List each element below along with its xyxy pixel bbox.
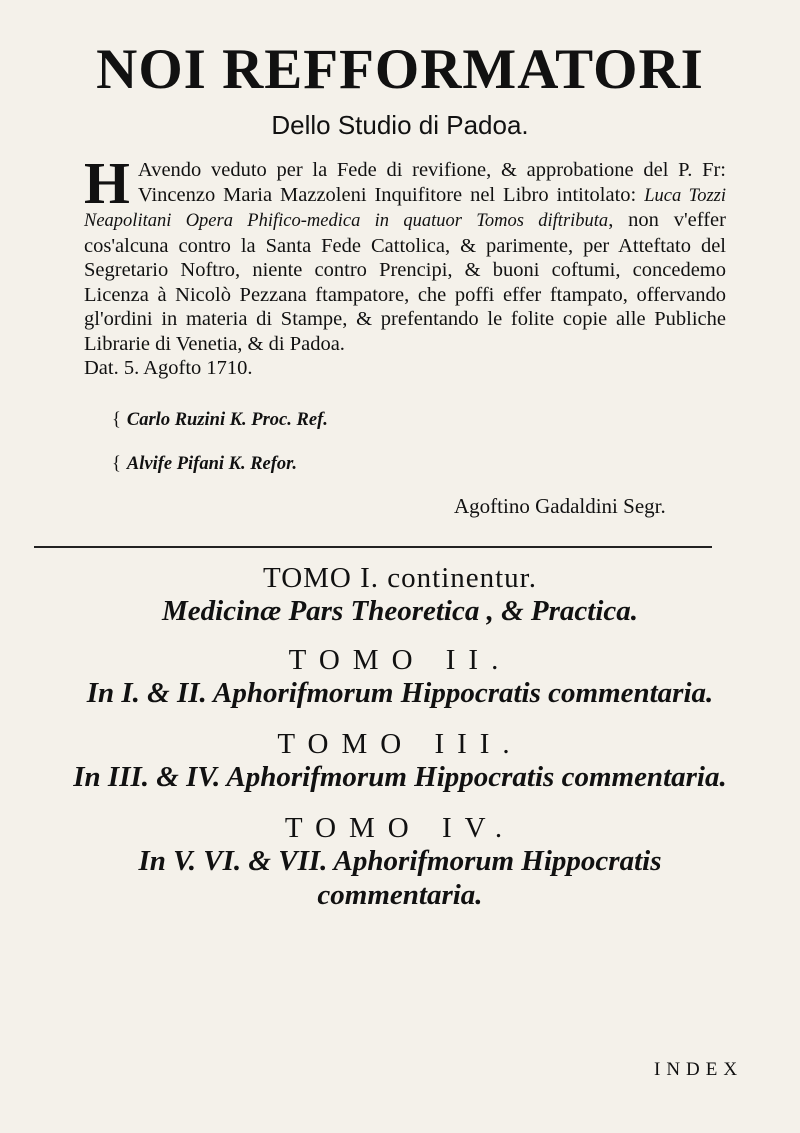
tomo-2 (0, 644, 800, 710)
tomo-label: TOMO II. (288, 644, 512, 676)
page-subtitle: Dello Studio di Padoa. (271, 110, 529, 140)
drop-cap: H (84, 150, 130, 216)
decree-text-a: Avendo veduto per la Fede di revifione, & approbatione del P. Fr: Vincenzo Maria Mazzoleni Inquifitore nel Libro intitolato: (137, 159, 726, 206)
decree-text-b: , non v'effer cos'alcuna contro la Santa Fede Cattolica, & parimente, per Atteftato del Segretario Noftro, niente contro Prencipi, & buoni coftumi, concedemo Licenza à Nicolò Pezzana ftampatore, che poffi effer ftampato, offervando gl'ordini in materia di Stampe, & prefentando le folite copie alle Publiche Librarie di Venetia, & di Padoa. (84, 209, 726, 355)
tomo-description: In III. & IV. Aphorifmorum Hippocratis commentaria. (73, 761, 727, 793)
tomo-label: TOMO III. (277, 728, 523, 760)
bracket-glyph: { (112, 410, 121, 430)
signature-row-2 (112, 452, 328, 476)
reformer-1: Carlo Ruzini K. Proc. Ref. (126, 410, 328, 430)
signature-row-1 (112, 408, 328, 432)
divider-rule (34, 546, 712, 548)
tomo-3 (0, 728, 800, 794)
decree-date: Dat. 5. Agofto 1710. (84, 357, 253, 379)
tomo-label: TOMO IV. (284, 812, 516, 844)
bracket-glyph: { (112, 454, 121, 474)
tomo-description: In I. & II. Aphorifmorum Hippocratis commentaria. (86, 677, 714, 709)
catchword: INDEX (654, 1059, 744, 1080)
tomo-description-continued: commentaria. (317, 879, 483, 911)
book-title: Luca Tozzi Neapolitani Opera Phifico-medica in quatuor Tomos diftributa (84, 185, 726, 231)
page-title: NOI REFFORMATORI (96, 38, 704, 101)
tomo-label: TOMO I. continentur. (263, 562, 537, 594)
tomo-1 (0, 562, 800, 628)
signatures (112, 408, 328, 496)
tomo-description: In V. VI. & VII. Aphorifmorum Hippocratis (138, 845, 662, 877)
tomo-4 (0, 812, 800, 912)
decree-paragraph (84, 150, 726, 381)
secretary-signature: Agoftino Gadaldini Segr. (454, 494, 666, 518)
tomo-description: Medicinæ Pars Theoretica , & Practica. (161, 595, 639, 627)
reformer-2: Alvife Pifani K. Refor. (126, 454, 297, 474)
